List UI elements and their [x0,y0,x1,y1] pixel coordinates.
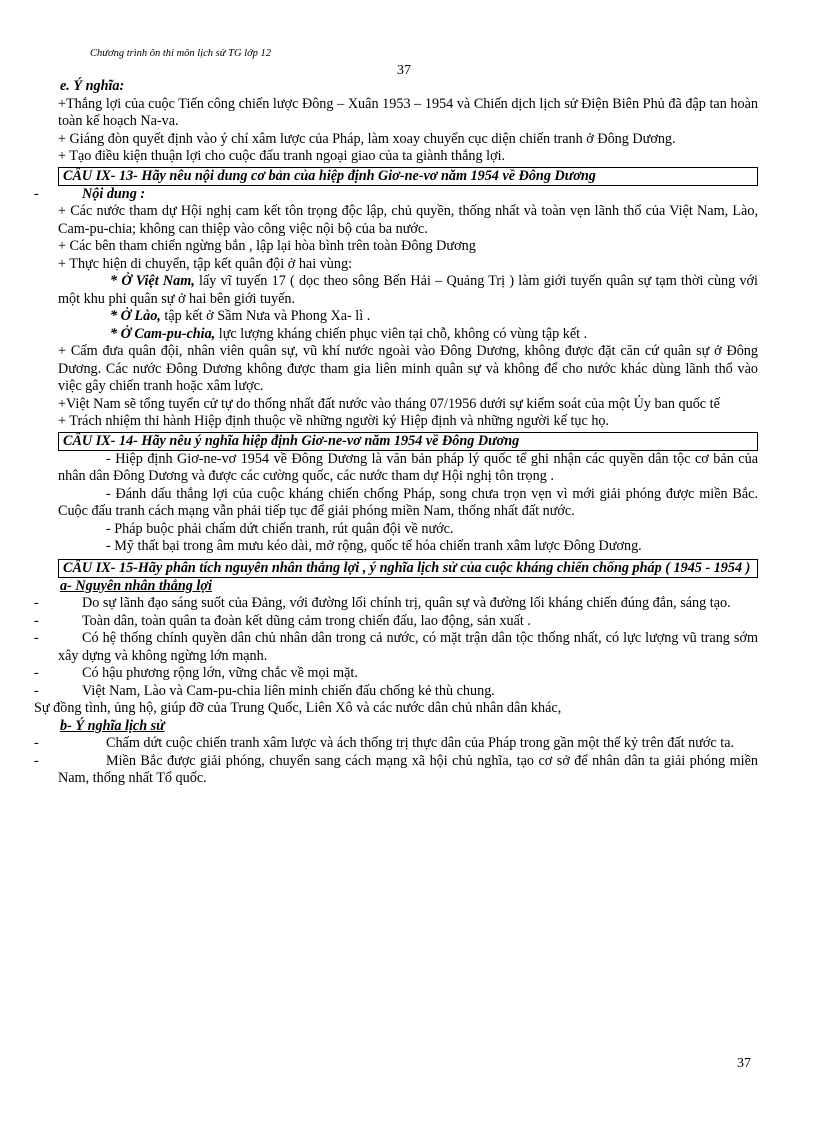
q15-cause [34,630,758,665]
vietnam-text: lấy vĩ tuyến 17 ( dọc theo sông Bến Hải – Quảng Trị ) làm giới tuyến quân sự tạm thời cùng với một khu phi quân sự ở hai bên giới tuyến. [58,273,759,307]
question-15-title: CÂU IX- 15-Hãy phân tích nguyên nhân thắng lợi , ý nghĩa lịch sử của cuộc kháng chiến chống pháp ( 1945 - 1954 ) [58,559,758,578]
q15-cause [34,665,758,683]
q15-cause-text: Do sự lãnh đạo sáng suốt của Đảng, với đường lối chính trị, quân sự và đường lối kháng chiến đúng đắn, sáng tạo. [82,595,731,611]
q15-cause-text: Có hậu phương rộng lớn, vững chắc về mọi mặt. [82,665,358,681]
q15-meaning-title: b- Ý nghĩa lịch sử [60,717,165,734]
q15-meaning-text: Chấm dứt cuộc chiến tranh xâm lược và ách thống trị thực dân của Pháp trong gần một thế kỷ trên đất nước ta. [106,735,735,751]
q15-cause [34,595,758,613]
q15-cause [34,612,758,631]
q13-laos [58,308,758,326]
section-e-line: + Giáng đòn quyết định vào ý chí xâm lược của Pháp, làm xoay chuyển cục diện chiến tranh ở Đông Dương. [58,130,676,147]
bullet-dash: - [34,735,39,751]
question-14-title: CÂU IX- 14- Hãy nêu ý nghĩa hiệp định Giơ-ne-vơ năm 1954 về Đông Dương [58,432,758,451]
laos-text: tập kết ở Sầm Nưa và Phong Xa- lì . [160,308,371,324]
q15-cause-text: Toàn dân, toàn quân ta đoàn kết dũng cảm trong chiến đấu, lao động, sản xuất . [82,612,531,629]
q15-meaning [34,735,758,753]
bullet-dash: - [34,665,39,681]
section-e-line: +Thắng lợi của cuộc Tiến công chiến lược Đông – Xuân 1953 – 1954 và Chiến dịch lịch sử Điện Biên Phủ đã đập tan hoàn toàn kế hoạch Na-va. [58,95,758,129]
q15-cause-text: Việt Nam, Lào và Cam-pu-chia liên minh chiến đấu chống kẻ thù chung. [82,682,495,699]
bullet-dash: - [34,612,39,629]
q13-paragraph: + Cấm đưa quân đội, nhân viên quân sự, vũ khí nước ngoài vào Đông Dương, không được đặt căn cứ quân sự ở Đông Dương. Các nước Đông Dương không được tham gia liên minh quân sự và không để cho nước khác dùng lãnh thổ vào việc gây chiến tranh hoặc xâm lược. [58,343,758,394]
page-number-top: 37 [397,63,411,78]
section-e-line: + Tạo điều kiện thuận lợi cho cuộc đấu tranh ngoại giao của ta giành thắng lợi. [58,148,506,164]
bullet-dash: - [34,185,39,202]
q13-paragraph: +Việt Nam sẽ tổng tuyển cử tự do thống nhất đất nước vào tháng 07/1956 dưới sự kiểm soát của một Ủy ban quốc tế [58,395,720,412]
q15-meaning [34,752,758,788]
q14-item: - Mỹ thất bại trong âm mưu kéo dài, mở rộng, quốc tế hóa chiến tranh xâm lược Đông Dương. [106,538,642,554]
bullet-dash: - [34,595,39,611]
q15-cause-title: a- Nguyên nhân thắng lợi [60,577,212,594]
q13-vietnam [58,273,758,308]
laos-label: * Ở Lào, [110,308,161,324]
q13-paragraph: + Các nước tham dự Hội nghị cam kết tôn trọng độc lập, chủ quyền, thống nhất và toàn vẹn lãnh thổ của Việt Nam, Lào, Cam-pu-chia; không can thiệp vào công việc nội bộ của ba nước. [58,203,758,237]
question-13-title: CÂU IX- 13- Hãy nêu nội dung cơ bản của hiệp định Giơ-ne-vơ năm 1954 về Đông Dương [58,167,758,186]
q14-item: - Đánh dấu thắng lợi của cuộc kháng chiến chống Pháp, song chưa trọn vẹn vì mới giải phóng được miền Bắc. Cuộc đấu tranh cách mạng vẫn phải tiếp tục để giải phóng miền Nam, thống nhất đất nước. [58,485,758,519]
q15-cause [34,682,758,701]
section-e-title: e. Ý nghĩa: [60,78,125,94]
q15-cause-text: Có hệ thống chính quyền dân chủ nhân dân trong cả nước, có mặt trận dân tộc thống nhất, có lực lượng vũ trang sớm xây dựng và không ngừng lớn mạnh. [58,630,758,664]
bullet-dash: - [34,630,39,646]
q15-meaning-text: Miền Bắc được giải phóng, chuyển sang cách mạng xã hội chủ nghĩa, tạo cơ sở để nhân dân ta giải phóng miền Nam, thống nhất Tổ quốc. [58,752,758,786]
vietnam-label: * Ở Việt Nam, [110,273,195,289]
q15-support: Sự đồng tình, ủng hộ, giúp đỡ của Trung Quốc, Liên Xô và các nước dân chủ nhân dân khác, [34,700,562,716]
cambodia-label: * Ở Cam-pu-chia, [110,325,216,342]
q14-item: - Hiệp định Giơ-ne-vơ 1954 về Đông Dương là văn bản pháp lý quốc tế ghi nhận các quyền dân tộc cơ bản của nhân dân Đông Dương và được các cường quốc, các nước tham dự Hội nghị tôn trọng . [58,450,758,484]
q13-paragraph: + Trách nhiệm thi hành Hiệp định thuộc về những người ký Hiệp định và những người kế tục họ. [58,413,610,429]
q13-paragraph: + Thực hiện di chuyển, tập kết quân đội ở hai vùng: [58,255,353,272]
cambodia-text: lực lượng kháng chiến phục viên tại chỗ, không có vùng tập kết . [215,325,588,342]
q14-item: - Pháp buộc phải chấm dứt chiến tranh, rút quân đội về nước. [106,520,454,537]
document-body [34,78,759,788]
bullet-dash: - [34,682,39,699]
program-note: Chương trình ôn thi môn lịch sử TG lớp 12 [90,48,272,59]
bullet-dash: - [34,752,39,769]
page-number-bottom: 37 [737,1056,751,1071]
q13-subtitle-row [34,185,758,204]
q13-paragraph: + Các bên tham chiến ngừng bắn , lập lại hòa bình trên toàn Đông Dương [58,238,476,254]
q13-subtitle: Nội dung : [82,185,146,202]
q13-cambodia [58,326,758,344]
